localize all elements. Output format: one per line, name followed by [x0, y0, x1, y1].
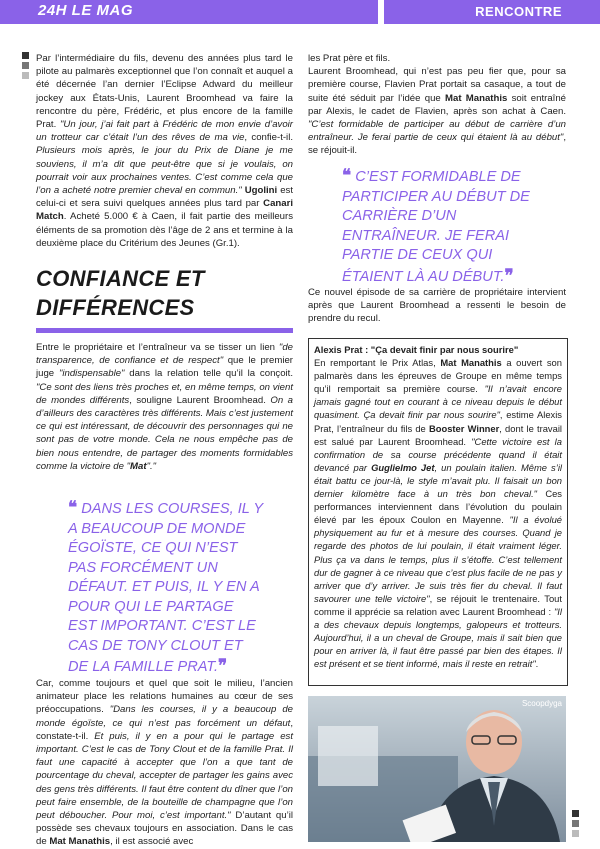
magazine-title: 24H LE MAG — [38, 2, 134, 19]
article-paragraph-1: Par l’intermédiaire du fils, devenu des années plus tard le pilote au palmarès exceptionnel que l’on connaît et auquel a été décernée l’an dernier l’Eclipse Adward du meilleur jockey aux États-Unis, Laurent Broomhead va faire la rencontre du père, Frédéric, et plus encore de la famille Prat. "Un jour, j’ai fait part à Frédéric de mon envie d’avoir un trotteur car c’était l’un des rêves de ma vie, confie-t-il. Plusieurs mois après, le jour du Prix de Diane je me souviens, il m’a dit que peut-être que si je voulais, on pourrait voir aux prochaines ventes. C’est comme cela que l’on a acheté notre premier cheval en commun." Ugolini est celui-ci et sera suivi quelques années plus tard par Canari Match. Acheté 5.000 € à Caen, il fait partie des meilleurs éléments de sa promotion dès l’âge de 2 ans et termine à la deuxième place du Critérium des Jeunes (Gr.1). — [36, 53, 293, 249]
article-paragraph-3: Car, comme toujours et quel que soit le milieu, l’ancien animateur place les relations humaines au cœur de ses préoccupations. "Dans les courses, il y a beaucoup de monde égoïste, ce qui n’est pas forcément un défaut, constate-t-il. Et puis, il y en a pour qui le partage est important. C’est le cas de Tony Clout et de la famille Prat. Il faut une capacité à accepter que l’on a que tant de pourcentage du cheval, accepter de partager les gains avec des gens très différents. Il faut être content du dîner que l’on peut faire ensemble, de la bouteille de champagne que l’on peut déboucher. Pour moi, c’est important." D’autant qu’il possède ses chevaux toujours en association. Dans le cas de Mat Manathis, il est associé avec — [36, 678, 294, 848]
article-paragraph-2: Entre le propriétaire et l’entraîneur va se tisser un lien "de transparence, de confiance et de respect" que le premier juge "indispensable" dans la relation telle qu’il la conçoit. "Ce sont des liens très proches et, en même temps, on vient de mondes différents, souligne Laurent Broomhead. On a d’ailleurs des caractères très différents. Mais c’est justement ce qui est intéressant, de découvrir des personnages qui ne sont pas de votre monde. Cela ne nous empêche pas de bien nous entendre, de partager des moments formidables comme la victoire de "Mat"." — [36, 342, 293, 472]
section-label: RENCONTRE — [475, 4, 562, 19]
close-quote-icon: ❞ — [504, 265, 514, 285]
decor-squares-top — [22, 52, 30, 82]
portrait-photo — [308, 696, 566, 842]
open-quote-icon: ❝ — [68, 498, 78, 517]
close-quote-icon: ❞ — [218, 656, 228, 675]
sidebar-box-title: Alexis Prat : "Ça devait finir par nous sourire" — [314, 344, 519, 355]
article-paragraph-5: Ce nouvel épisode de sa carrière de propriétaire intervient après que Laurent Broomhead a ressenti le besoin de prendre du recul. — [308, 287, 566, 325]
pull-quote-2: ❝ C’EST FORMIDABLE DE PARTICIPER AU DÉBUT DE CARRIÈRE D’UN ENTRAÎNEUR. JE FERAI PARTIE DE CEUX QUI ÉTAIENT LÀ AU DÉBUT.❞ — [342, 166, 530, 285]
portrait-illustration — [308, 696, 566, 842]
open-quote-icon: ❝ — [342, 166, 352, 185]
sidebar-box — [308, 338, 568, 686]
pull-quote-1: ❝ DANS LES COURSES, IL Y A BEAUCOUP DE MONDE ÉGOÏSTE, CE QUI N’EST PAS FORCÉMENT UN DÉFAUT. ET PUIS, IL Y EN A POUR QUI LE PARTAGE EST IMPORTANT. C’EST LE CAS DE TONY CLOUT ET DE LA FAMILLE PRAT.❞ — [68, 498, 263, 675]
sidebar-box-text: Alexis Prat : "Ça devait finir par nous sourire" En remportant le Prix Atlas, Mat Manathis a ouvert son palmarès dans les épreuves de Groupe en même temps qu’il remportait sa première course. "Il n’avait encore jamais gagné tout en courant à ce niveau depuis le début quasiment. Ça devait finir par nous sourire", estime Alexis Prat, l’entraîneur du fils de Booster Winner, dont le travail est salué par Laurent Broomhead. "Cette victoire est la confirmation de sa course précédente quand il était devancé par Guglielmo Jet, un poulain italien. Même s’il était battu ce jour-là, le style m’avait plu. Il faisait un bon dernier kilomètre face à un très bon cheval." Ces performances interviennent dans l’évolution du poulain élevé par les époux Coulon en Mayenne. "Il a évolué physiquement au fur et à mesure des courses. Quand je regarde des photos de lui poulain, il était vraiment léger. Plus ça va dans le temps, plus il s’étoffe. C’est tellement dur de gagner à ce niveau que c’est plus facile de ne pas y arriver que d’y arriver. Je suis très fier du cheval. Il faut savourer une telle victoire", se réjouit le trentenaire. Tout comme il apprécie sa relation avec Laurent Broomhead : "Il a des chevaux depuis longtemps, galopeurs et trotteurs. Aujourd’hui, il a un cheval de Groupe, mais il sait bien que pour en arriver là, il faut être passé par bien des étapes. Il est présent et se tient informé, mais il reste en retrait". — [314, 344, 563, 670]
photo-credit: Scoopdyga — [521, 699, 562, 708]
decor-squares-bottom — [572, 810, 580, 840]
heading-underline — [36, 328, 293, 333]
header-bar — [0, 0, 600, 24]
section-heading: CONFIANCE ET DIFFÉRENCES — [36, 266, 205, 320]
article-paragraph-4: les Prat père et fils. Laurent Broomhead, qui n’est pas peu fier que, pour sa première course, Flavien Prat portait sa casaque, a tout de suite été séduit par l’idée que Mat Manathis soit entraîné par Alexis, le cadet de Flavien, après son achat à Caen. "C’est formidable de participer au début de carrière d’un entraîneur. Je ferai partie de ceux qui étaient là au début", se réjouit-il. — [308, 53, 566, 157]
